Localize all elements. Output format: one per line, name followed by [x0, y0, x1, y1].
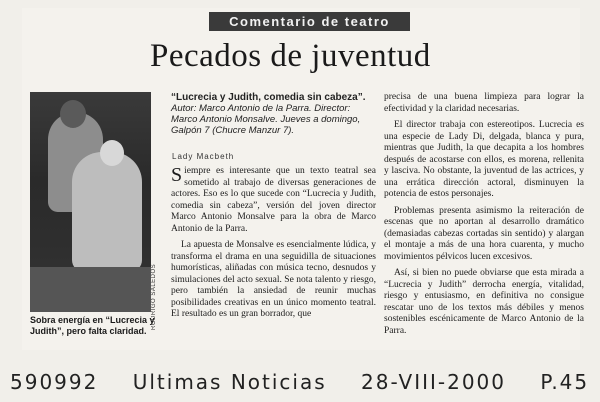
page-number: P.45: [540, 370, 590, 394]
publication-date: 28-VIII-2000: [361, 370, 507, 394]
archive-id: 590992: [10, 370, 99, 394]
handwritten-annotation: [10, 370, 595, 394]
stage-floor: [30, 267, 151, 312]
article-column-2: [384, 92, 584, 342]
actress-figure-right: [72, 152, 142, 272]
dropcap: S: [171, 164, 183, 186]
photo-caption: Sobra energía en “Lucrecia y Judith”, pero falta claridad.: [30, 315, 155, 336]
play-title: “Lucrecia y Judith, comedia sin cabeza”.: [171, 92, 366, 103]
byline: Lady Macbeth: [172, 152, 235, 161]
paragraph: Problemas presenta asimismo la reiteración de escenas que no aportan al desarrollo dramático (demasiadas cabezas cortadas sin sentido) y alargan el montaje a más de una hora cuarenta, y mucho movimientos pélvicos lucen excesivos.: [384, 205, 584, 262]
play-photo: [30, 92, 151, 312]
play-details: Autor: Marco Antonio de la Parra. Director: Marco Antonio Monsalve. Jueves a domingo, Galpón 7 (Chucre Manzur 7).: [171, 103, 361, 136]
paragraph: Así, si bien no puede obviarse que esta mirada a “Lucrecia y Judith” derrocha energía, vitalidad, riesgo y entusiasmo, en definitiva no consigue rescatar uno de los textos más débiles y menos sostenibles escénicamente de Marco Antonio de la Parra.: [384, 268, 584, 336]
actress-head-right: [100, 140, 124, 166]
headline: Pecados de juventud: [150, 38, 431, 74]
article-column-1: [171, 166, 376, 326]
paragraph: El director trabaja con estereotipos. Lucrecia es una especie de Lady Di, delgada, blanca y pura, mientras que Judith, la que decapita a los hombres después de acostarse con ellos, es morena, rellenita y lasciva. No obstante, la juventud de las actrices, y una errática dirección actoral, disminuyen la potencia de estos personajes.: [384, 120, 584, 199]
paragraph: [171, 166, 376, 235]
section-label: Comentario de teatro: [209, 12, 410, 31]
paragraph: La apuesta de Monsalve es esencialmente lúdica, y transforma el drama en una seguidilla de situaciones humorísticas, aliñadas con música tecno, desnudos y simulaciones del acto sexual. Se nota talento y riesgo, pero también la ansiedad de reunir muchas posibilidades creativas en un único momento teatral. El resultado es un gran borrador, que: [171, 240, 376, 319]
paragraph-text: iempre es interesante que un texto teatral sea sometido al trabajo de diversas generaciones de actores. Eso es lo que sucede con “Lucrecia y Judith, comedia sin cabeza”, versión del joven director Marco Antonio Monsalve para la obra de Marco Antonio de la Parra.: [171, 166, 376, 234]
photo-credit: RODRIGO SALEDOS: [151, 263, 157, 330]
source-name: Ultimas Noticias: [132, 370, 327, 394]
actress-head-left: [60, 100, 86, 128]
play-info: [171, 92, 371, 136]
paragraph: precisa de una buena limpieza para lograr la efectividad y la claridad necesarias.: [384, 92, 584, 114]
